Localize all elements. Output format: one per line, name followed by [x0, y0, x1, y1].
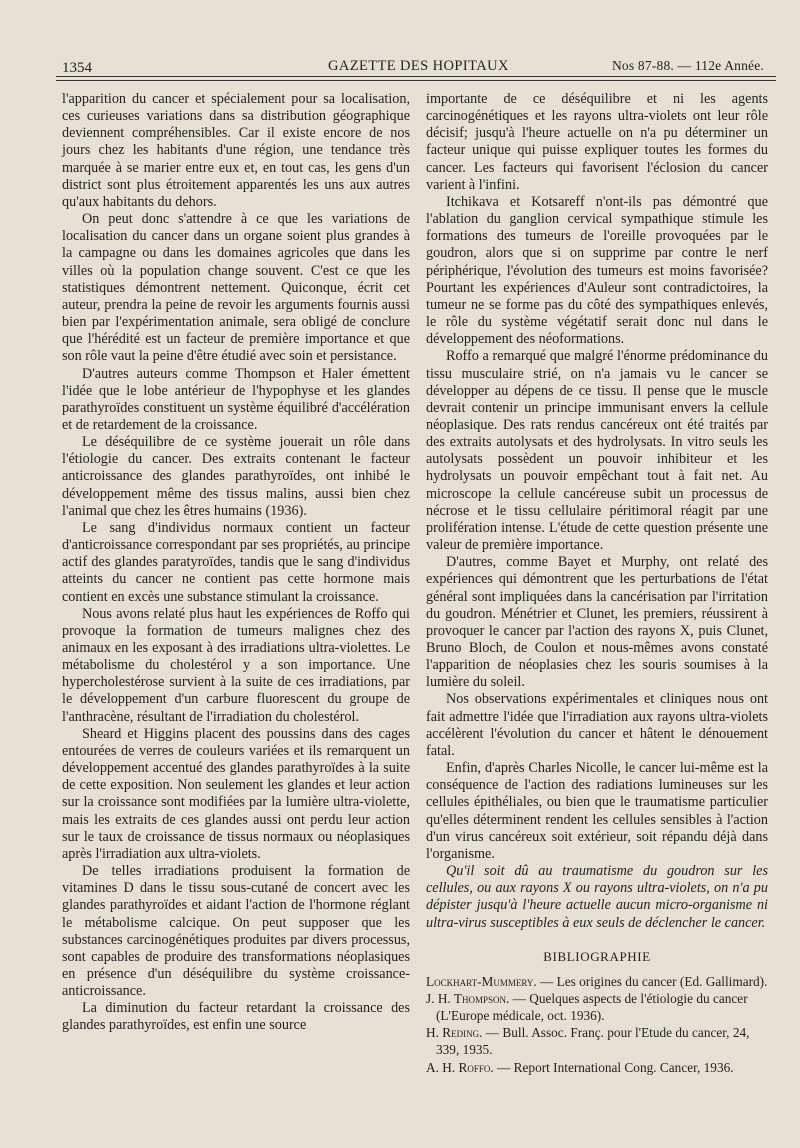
issue-info: Nos 87-88. — 112e Année.	[611, 58, 764, 73]
paragraph: D'autres, comme Bayet et Murphy, ont relaté des expériences qui démontrent que les perturbations de l'état général sont impliquées dans la cancérisation par l'irritation du goudron. Ménétrier et Clunet, les premiers, réussirent à provoquer le cancer par l'action des rayons X, puis Clunet, Bruno Bloch, de Coulon et nous-mêmes avons constaté l'apparition de néoplasies chez les souris soumises à la lumière du soleil.	[426, 554, 768, 691]
header-rule-top	[56, 76, 776, 77]
paragraph: importante de ce déséquilibre et ni les agents carcinogénétiques et les rayons ultra-violets ont leur rôle décisif; jusqu'à l'heure actuelle on n'a pu déterminer un facteur unique qui puisse expliquer toutes les formes du cancer. Les facteurs qui favorisent l'éclosion du cancer varient à l'infini.	[426, 91, 768, 193]
bibliography-author: A. H. Roffo.	[426, 1059, 494, 1075]
paragraph: La diminution du facteur retardant la croissance des glandes parathyroïdes, est enfin une source	[62, 1000, 410, 1034]
left-column	[62, 91, 410, 1035]
paragraph: Roffo a remarqué que malgré l'énorme prédominance du tissu musculaire strié, on n'a jamais vu le cancer se développer au dépens de ce tissu. Il pense que le muscle devrait contenir un principe immunisant envers la cellule néoplasique. Des rats rendus cancéreux ont été traités par des extraits autolysats et des hydrolysats. In vitro seuls les autolysats possèdent un pouvoir inhibiteur et les hydrolysats un pouvoir empêchant tout à fait net. Au microscope la cellule cancéreuse subit un processus de nécrose et le tissu cellulaire péritimoral réagit par une prolifération intense. L'étude de cette question présente une valeur de première importance.	[426, 348, 768, 554]
bibliography-title: BIBLIOGRAPHIE	[543, 948, 651, 964]
paragraph: On peut donc s'attendre à ce que les variations de localisation du cancer dans un organe soient plus grandes à la campagne ou dans les domaines agricoles que dans les villes où la population change souvent. C'est ce que les statistiques démontrent nettement. Quiconque, écrit cet auteur, prendra la peine de revoir les arguments fournis aussi bien par l'expérimentation animale, sera obligé de conclure que l'hérédité est un facteur de première importance et que son rôle vaut la peine d'être étudié avec soin et persistance.	[62, 211, 410, 365]
paragraph: Nos observations expérimentales et cliniques nous ont fait admettre l'idée que l'irradiation aux rayons ultra-violets accélèrent l'évolution du cancer et hâtent le dénouement fatal.	[426, 691, 768, 759]
right-column	[426, 91, 768, 1076]
journal-title: GAZETTE DES HOPITAUX	[328, 58, 509, 74]
right-column-body	[426, 91, 768, 932]
paragraph: Itchikava et Kotsareff n'ont-ils pas démontré que l'ablation du ganglion cervical sympathique stimule les formations des tumeurs de l'oreille provoquées par le goudron, alors que si on supprime par contre le nerf périphérique, l'évolution des tumeurs est moins favorisée? Pourtant les expériences d'Auleur sont contradictoires, la tumeur ne se forme pas du côté des sympathiques enlevés, le rôle du système végétatif serait donc nul dans le développement des néoformations.	[426, 193, 768, 348]
bibliography-reference: — Bull. Assoc. Franç. pour l'Etude du cancer, 24, 339, 1935.	[436, 1025, 750, 1058]
paragraph: Sheard et Higgins placent des poussins dans des cages entourées de verres de couleurs variées et ils remarquent un développement accentué des glandes parathyroïdes à la suite de cette exposition. Non seulement les glandes et leur action sur la croissance sont modifiées par la lumière ultra-violette, mais les extraits de ces glandes aussi ont perdu leur action sur le taux de croissance de tissus normaux ou néoplasiques après l'irradiation aux ultra-violets.	[62, 725, 410, 862]
bibliography-author: H. Reding.	[426, 1025, 483, 1041]
bibliography-reference: — Quelques aspects de l'étiologie du cancer (L'Europe médicale, oct. 1936).	[436, 990, 748, 1024]
paragraph: Qu'il soit dû au traumatisme du goudron sur les cellules, ou aux rayons X ou rayons ultra-violets, on n'a pu dépister jusqu'à l'heure actuelle aucun micro-organisme ni ultra-virus susceptibles à eux seuls de déclencher le cancer.	[426, 863, 768, 931]
paragraph: l'apparition du cancer et spécialement pour sa localisation, ces curieuses variations dans sa distribution géographique deviennent compréhensibles. Car il existe encore de nos jours chez les habitants d'une région, une tendance très marquée à se marier entre eux et, en tout cas, les gens d'un district sont plus étroitement apparentés les uns aux autres qu'aux habitants du dehors.	[62, 91, 410, 210]
paragraph: Enfin, d'après Charles Nicolle, le cancer lui-même est la conséquence de l'action des radiations lumineuses sur les cellules épithéliales, ou bien que le traumatisme particulier qu'elles déterminent rendent les cellules sensibles à l'action d'un virus cancéreux soit extérieur, soit répandu déjà dans l'organisme.	[426, 760, 768, 862]
bibliography-entry	[426, 1059, 768, 1076]
paragraph: Le déséquilibre de ce système jouerait un rôle dans l'étiologie du cancer. Des extraits contenant le facteur anticroissance des glandes parathyroïdes, ont inhibé le développement même des tissus malins, aussi bien chez l'animal que chez les êtres humains (1936).	[62, 434, 410, 519]
bibliography-entry	[426, 973, 768, 990]
bibliography-author: J. H. Thompson.	[426, 990, 510, 1006]
page-number: 1354	[62, 60, 92, 76]
paragraph: De telles irradiations produisent la formation de vitamines D dans le tissu sous-cutané de concert avec les glandes parathyroïdes et aidant l'action de l'hormone réglant le métabolisme calcique. On peut supposer que les substances carcinogénétiques produites par divers processus, sont capables de produire des transformations néoplasiques en présence d'un déséquilibre du système croissance-anticroissance.	[62, 863, 410, 1000]
header-rule-bottom	[56, 80, 776, 81]
bibliography-author: Lockhart-Mummery.	[426, 973, 537, 989]
paragraph: D'autres auteurs comme Thompson et Haler émettent l'idée que le lobe antérieur de l'hypophyse et les glandes parathyroïdes constituent un système équilibré d'accélération et de retardement de la croissance.	[62, 365, 410, 433]
bibliography-reference: — Report International Cong. Cancer, 1936.	[493, 1059, 734, 1075]
paragraph: Nous avons relaté plus haut les expériences de Roffo qui provoque la formation de tumeurs malignes chez des animaux en les exposant à des irradiations ultra-violettes. Le métabolisme du cholestérol y a son importance. Une hypercholestérose survient à la suite de ces irradiations, par le développement d'un carbure fluorescent du groupe de l'anthracène, résultant de l'irradiation du cholestérol.	[62, 605, 410, 725]
bibliography-entry	[426, 990, 768, 1024]
bibliography-entry	[426, 1024, 768, 1058]
paragraph: Le sang d'individus normaux contient un facteur d'anticroissance correspondant par ses propriétés, au principe actif des glandes paratyroïdes, tandis que le sang d'individus atteints du cancer ne contient pas cette hormone mais contient en excès une substance stimulant la croissance.	[62, 519, 410, 605]
bibliography-reference: — Les origines du cancer (Ed. Gallimard).	[536, 973, 768, 989]
bibliography	[426, 973, 768, 1076]
